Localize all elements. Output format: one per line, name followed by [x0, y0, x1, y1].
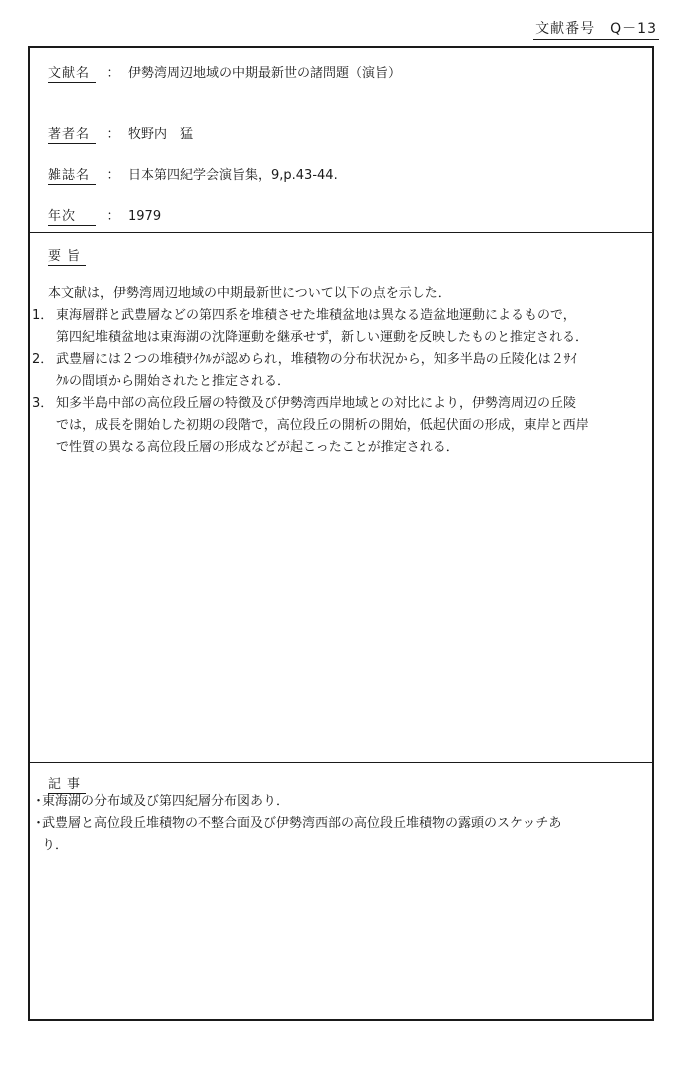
article-item: [32, 813, 652, 857]
articles-heading: 記事: [48, 773, 86, 794]
title-value: 伊勢湾周辺地域の中期最新世の諸問題（演旨）: [128, 66, 402, 81]
summary-item: [32, 305, 652, 349]
colon: ：: [106, 127, 120, 142]
bullet: ・: [32, 816, 46, 831]
year-label: 年次: [48, 205, 96, 226]
item-number: 3．: [32, 396, 54, 411]
title-label: 文献名: [48, 62, 96, 83]
article-item: [32, 791, 652, 813]
article-line: 東海湖の分布域及び第四紀層分布図あり．: [42, 794, 290, 809]
colon: ：: [106, 168, 120, 183]
article-line: 武豊層と高位段丘堆積物の不整合面及び伊勢湾西部の高位段丘堆積物の露頭のスケッチあ: [42, 816, 562, 831]
journal-row: [48, 164, 338, 185]
item-line: では，成長を開始した初期の段階で，高位段丘の開析の開始，低起伏面の形成，東岸と西岸: [56, 418, 589, 433]
journal-value: 日本第四紀学会演旨集，9,p.43-44.: [128, 168, 338, 183]
item-line: ｸﾙの間頃から開始されたと推定される．: [56, 374, 291, 389]
item-line: 東海層群と武豊層などの第四系を堆積させた堆積盆地は異なる造盆地運動によるもので，: [56, 308, 576, 323]
item-line: 第四紀堆積盆地は東海湖の沈降運動を継承せず，新しい運動を反映したものと推定される．: [56, 330, 588, 345]
item-number: 2．: [32, 352, 54, 367]
article-line: り．: [42, 838, 69, 853]
colon: ：: [106, 66, 120, 81]
year-value: 1979: [128, 209, 162, 224]
document-form: [28, 46, 654, 1021]
title-row: [48, 62, 401, 83]
summary-section: [30, 233, 652, 763]
bullet: ・: [32, 794, 46, 809]
colon: ：: [106, 209, 120, 224]
journal-label: 雑誌名: [48, 164, 96, 185]
item-number: 1．: [32, 308, 54, 323]
item-line: 武豊層には２つの堆積ｻｲｸﾙが認められ，堆積物の分布状況から，知多半島の丘陵化は２ｻｲ: [56, 352, 577, 367]
item-line: で性質の異なる高位段丘層の形成などが起こったことが推定される．: [56, 440, 459, 455]
summary-item: [32, 393, 652, 459]
author-value: 牧野内 猛: [128, 127, 194, 142]
metadata-section: [30, 48, 652, 233]
author-label: 著者名: [48, 123, 96, 144]
summary-intro: 本文献は，伊勢湾周辺地域の中期最新世について以下の点を示した．: [48, 286, 451, 301]
document-number: 文献番号 Q－13: [533, 18, 659, 40]
year-row: [48, 205, 161, 226]
item-line: 知多半島中部の高位段丘層の特徴及び伊勢湾西岸地域との対比により，伊勢湾周辺の丘陵: [56, 396, 577, 411]
author-row: [48, 123, 193, 144]
summary-item: [32, 349, 652, 393]
summary-heading: 要旨: [48, 245, 86, 266]
